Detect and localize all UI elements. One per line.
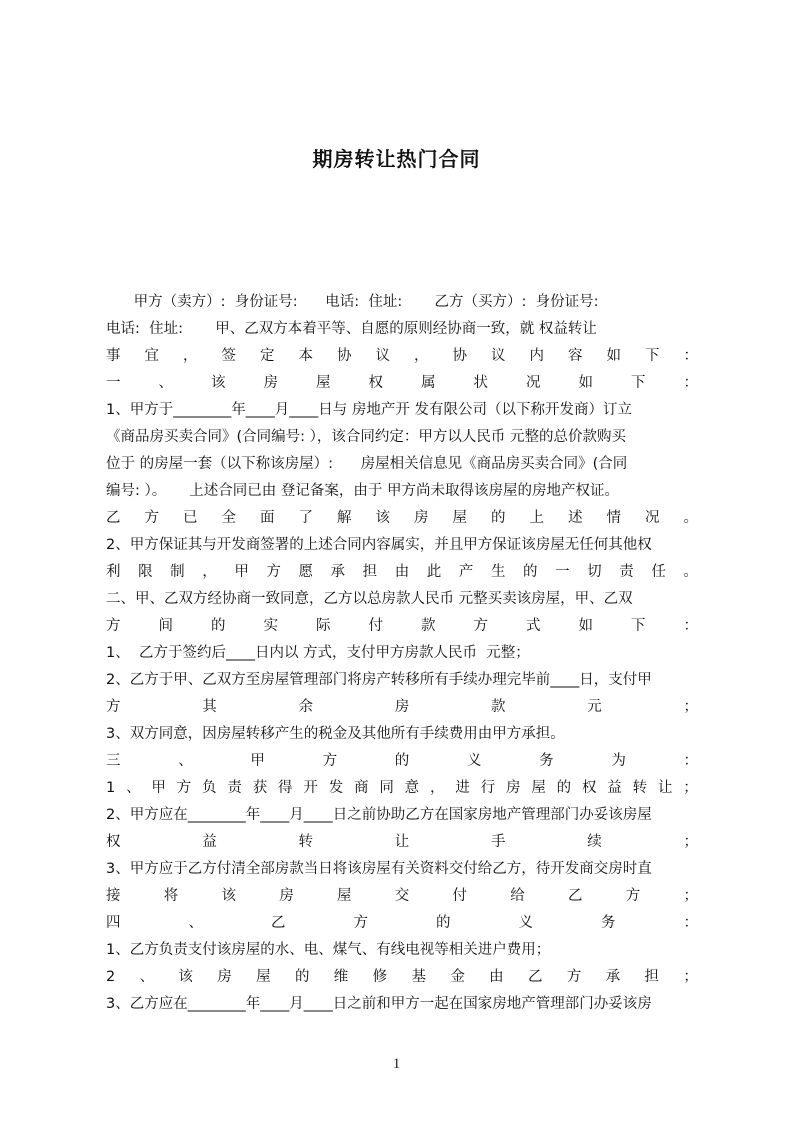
contract-line-char: 房 [217, 969, 232, 985]
contract-line-char: 属 [421, 375, 436, 391]
contract-line-char: ， [183, 348, 198, 364]
contract-line-char: 权 [106, 834, 121, 850]
contract-line-char: 、 [126, 780, 141, 796]
contract-line-char: 续 [587, 834, 602, 850]
contract-line-char: 间 [158, 618, 173, 634]
contract-line-char: 由 [489, 969, 504, 985]
contract-line-char: 余 [298, 699, 313, 715]
contract-line-char: 款 [421, 618, 436, 634]
contract-line-char: 益 [607, 780, 622, 796]
contract-line-char: 屋 [316, 375, 331, 391]
contract-line-char: 、 [158, 375, 173, 391]
contract-line-char: 同 [379, 780, 394, 796]
contract-line: 位于 的房屋一套（以下称该房屋）: 房屋相关信息见《商品房买卖合同》(合同 [106, 456, 628, 472]
contract-line-char: 的 [523, 564, 538, 580]
contract-line-char: 已 [183, 510, 198, 526]
contract-line: 3、乙方应在________年____月____日之前和甲方一起在国家房地产管理部门办妥该房 [106, 996, 652, 1012]
contract-line-char: 让 [394, 834, 410, 850]
contract-line-char: 议 [375, 348, 390, 364]
contract-line-char: 方 [106, 699, 121, 715]
contract-line-char: 甲 [151, 780, 166, 796]
contract-line-char: 转 [298, 834, 313, 850]
contract-line [106, 694, 698, 721]
contract-line-char: 述 [568, 510, 583, 526]
contract-line-char: 下 [631, 375, 646, 391]
contract-line-char: 。 [683, 564, 698, 580]
contract-line [106, 559, 698, 586]
contract-line: 《商品房买卖合同》(合同编号: ），该合同约定：甲方以人民币 元整的总价款购买 [106, 429, 627, 445]
contract-line-char: 务 [601, 915, 616, 931]
contract-line-char: 房 [414, 510, 429, 526]
contract-line-char: 一 [106, 375, 121, 391]
contract-line-char: 全 [221, 510, 236, 526]
contract-line: 1、乙方负责支付该房屋的水、电、煤气、有线电视等相关进户费用； [106, 942, 551, 958]
contract-line-char: 乙 [271, 915, 286, 931]
contract-line-char: 如 [606, 348, 621, 364]
contract-line-char: 元 [587, 699, 602, 715]
contract-line-char: 权 [581, 780, 597, 796]
contract-line-char: 金 [450, 969, 465, 985]
contract-line-char: 此 [426, 564, 442, 580]
contract-line-char: 意 [404, 780, 420, 796]
contract-line-char: 三 [106, 753, 121, 769]
contract-line-char: ， [202, 564, 217, 580]
contract-line: 电话: 住址: 甲、乙双方本着平等、自愿的原则经协商一致，就 权益转让 [106, 321, 597, 337]
contract-line-char: 将 [163, 888, 179, 904]
contract-body [106, 289, 698, 1018]
contract-line-char: 交 [394, 888, 410, 904]
contract-line: 2、甲方应在________年____月____日之前协助乙方在国家房地产管理部门办妥该房屋 [106, 807, 652, 823]
contract-line-char: ， [414, 348, 429, 364]
contract-line-char: 事 [106, 348, 121, 364]
contract-line-char: 上 [529, 510, 544, 526]
contract-line-char: 协 [337, 348, 352, 364]
contract-line-char: ； [683, 888, 698, 904]
contract-line-char: ； [683, 780, 698, 796]
contract-line-char: 乙 [106, 510, 121, 526]
contract-line-char: 由 [394, 564, 410, 580]
contract-line [106, 775, 698, 802]
contract-line-char: 方 [266, 564, 281, 580]
contract-line-char: 给 [510, 888, 525, 904]
contract-line-char: 该 [375, 510, 390, 526]
contract-line-char: 修 [372, 969, 388, 985]
contract-line-char: 宜 [144, 348, 159, 364]
contract-line: 甲方（卖方）: 身份证号: 电话: 住址: 乙方（买方）: 身份证号: [106, 294, 599, 310]
contract-line-char: 担 [362, 564, 378, 580]
contract-line-char: 付 [452, 888, 467, 904]
contract-line [106, 613, 698, 640]
contract-line-char: 甲 [250, 753, 265, 769]
contract-line-char: 下 [645, 348, 660, 364]
contract-line [106, 370, 698, 397]
contract-line-char: 生 [490, 564, 506, 580]
contract-line-char: 解 [337, 510, 352, 526]
contract-line-char: 益 [202, 834, 217, 850]
contract-line [106, 343, 698, 370]
contract-line [106, 964, 698, 991]
contract-line-char: 屋 [337, 888, 352, 904]
contract-line-char: 方 [625, 888, 641, 904]
contract-line: 1、 乙方于签约后____日内以 方式，支付甲方房款人民币 元整； [106, 645, 530, 661]
contract-line: 二、甲、乙双方经协商一致同意，乙方以总房款人民币 元整买卖该房屋，甲、乙双 [106, 591, 633, 607]
contract-line-char: 开 [303, 780, 318, 796]
contract-line-char: 的 [556, 780, 572, 796]
contract-line-char: 房 [263, 375, 278, 391]
contract-line-char: 务 [539, 753, 554, 769]
contract-line-char: 1 [106, 780, 116, 796]
contract-line [106, 748, 698, 775]
contract-line-char: ： [683, 753, 698, 769]
contract-line-char: 实 [263, 618, 278, 634]
contract-line-char: 进 [455, 780, 470, 796]
page-number: 1 [392, 1056, 401, 1072]
contract-line: 2、甲方保证其与开发商签署的上述合同内容属实，并且甲方保证该房屋无任何其他权 [106, 537, 652, 553]
contract-line-char: 。 [683, 510, 698, 526]
contract-line-char: 制 [170, 564, 185, 580]
contract-line-char: 乙 [528, 969, 543, 985]
contract-line-char: 责 [227, 780, 242, 796]
contract-line-char: 房 [505, 780, 521, 796]
contract-line-char: 如 [578, 618, 593, 634]
contract-line-char: 维 [333, 969, 349, 985]
contract-line-char: 屋 [452, 510, 467, 526]
contract-line-char: 行 [480, 780, 496, 796]
contract-line-char: 权 [368, 375, 383, 391]
contract-line-char: 责 [619, 564, 634, 580]
contract-line-char: 甲 [234, 564, 249, 580]
contract-line-char: 四 [106, 915, 121, 931]
contract-line-char: 负 [202, 780, 217, 796]
contract-line [106, 910, 698, 937]
contract-line: 编号: ）。 上述合同已由 登记备案，由于 甲方尚未取得该房屋的房地产权证。 [106, 483, 620, 499]
contract-line-char: 得 [278, 780, 293, 796]
contract-line-char: 该 [211, 375, 226, 391]
contract-line-char: ； [683, 969, 698, 985]
contract-line-char: 、 [139, 969, 155, 985]
contract-line-char: 的 [491, 510, 506, 526]
contract-line-char: ， [430, 780, 445, 796]
contract-line-char: ； [683, 699, 698, 715]
contract-line-char: 产 [458, 564, 474, 580]
contract-line-char: 担 [644, 969, 660, 985]
contract-line-char: 方 [353, 915, 368, 931]
contract-line: 3、双方同意，因房屋转移产生的税金及其他所有手续费用由甲方承担。 [106, 726, 565, 742]
contract-line-char: 承 [330, 564, 346, 580]
contract-line-char: 义 [466, 753, 482, 769]
contract-line: 3、甲方应于乙方付清全部房款当日将该房屋有关资料交付给乙方，待开发商交房时直 [106, 861, 652, 877]
contract-line-char: ； [683, 834, 698, 850]
contract-line-char: 方 [144, 510, 159, 526]
contract-line-char: 接 [106, 888, 121, 904]
contract-line-char: 承 [605, 969, 621, 985]
contract-line-char: 愿 [298, 564, 313, 580]
contract-line-char: 下 [631, 618, 646, 634]
contract-line-char: 屋 [256, 969, 271, 985]
contract-line-char: 的 [211, 618, 226, 634]
contract-line-char: 议 [491, 348, 506, 364]
contract-line-char: 的 [294, 969, 310, 985]
contract-line-char: 状 [473, 375, 488, 391]
document-title: 期房转让热门合同 [312, 147, 481, 171]
contract-line-char: 内 [529, 348, 544, 364]
contract-line [106, 883, 698, 910]
contract-line-char: 该 [178, 969, 193, 985]
contract-line-char: 转 [632, 780, 648, 796]
contract-line-char: 方 [566, 969, 582, 985]
contract-line: 1、甲方于________年____月____日与 房地产开 发有限公司（以下称开发商）订立 [106, 402, 632, 418]
contract-line-char: 方 [473, 618, 488, 634]
contract-line: 2、乙方于甲、乙双方至房屋管理部门将房产转移所有手续办理完毕前____日，支付甲 [106, 672, 652, 688]
contract-line-char: 协 [452, 348, 467, 364]
contract-line-char: 利 [106, 564, 121, 580]
contract-line-char: ： [683, 348, 698, 364]
contract-line-char: 容 [568, 348, 583, 364]
contract-line-char: 本 [298, 348, 313, 364]
contract-line-char: 其 [202, 699, 217, 715]
contract-line-char: 际 [316, 618, 331, 634]
contract-line-char: 为 [611, 753, 626, 769]
contract-line-char: 发 [328, 780, 344, 796]
contract-line-char: 签 [221, 348, 236, 364]
contract-line-char: 定 [260, 348, 275, 364]
contract-line-char: ： [683, 915, 698, 931]
contract-line-char: 限 [138, 564, 153, 580]
contract-line-char: 让 [657, 780, 673, 796]
contract-line-char: 切 [587, 564, 602, 580]
contract-line-char: 方 [176, 780, 192, 796]
contract-line [106, 829, 698, 856]
contract-line-char: 2 [106, 969, 116, 985]
contract-line-char: ： [683, 375, 698, 391]
contract-line-char: 况 [526, 375, 541, 391]
contract-line-char: 方 [322, 753, 338, 769]
contract-line-char: 情 [606, 510, 621, 526]
contract-line-char: 义 [518, 915, 533, 931]
contract-line-char: 、 [178, 753, 193, 769]
contract-line-char: ： [683, 618, 698, 634]
contract-line-char: 了 [298, 510, 313, 526]
contract-line-char: 的 [394, 753, 410, 769]
contract-line-char: 式 [526, 618, 541, 634]
contract-line-char: 基 [411, 969, 426, 985]
contract-line-char: 、 [188, 915, 203, 931]
contract-line-char: 付 [368, 618, 383, 634]
contract-line-char: 屋 [531, 780, 546, 796]
contract-line-char: 任 [651, 564, 666, 580]
contract-line [106, 505, 698, 532]
contract-line-char: 房 [279, 888, 294, 904]
contract-line-char: 房 [394, 699, 410, 715]
contract-line-char: 方 [106, 618, 121, 634]
contract-line-char: 如 [578, 375, 593, 391]
contract-line-char: 商 [354, 780, 369, 796]
contract-line-char: 一 [555, 564, 570, 580]
contract-line-char: 面 [260, 510, 275, 526]
contract-line-char: 获 [252, 780, 268, 796]
contract-line-char: 款 [491, 699, 506, 715]
contract-line-char: 况 [645, 510, 660, 526]
contract-line-char: 乙 [568, 888, 583, 904]
contract-line-char: 的 [436, 915, 451, 931]
contract-line-char: 该 [221, 888, 236, 904]
contract-line-char: 手 [491, 834, 506, 850]
